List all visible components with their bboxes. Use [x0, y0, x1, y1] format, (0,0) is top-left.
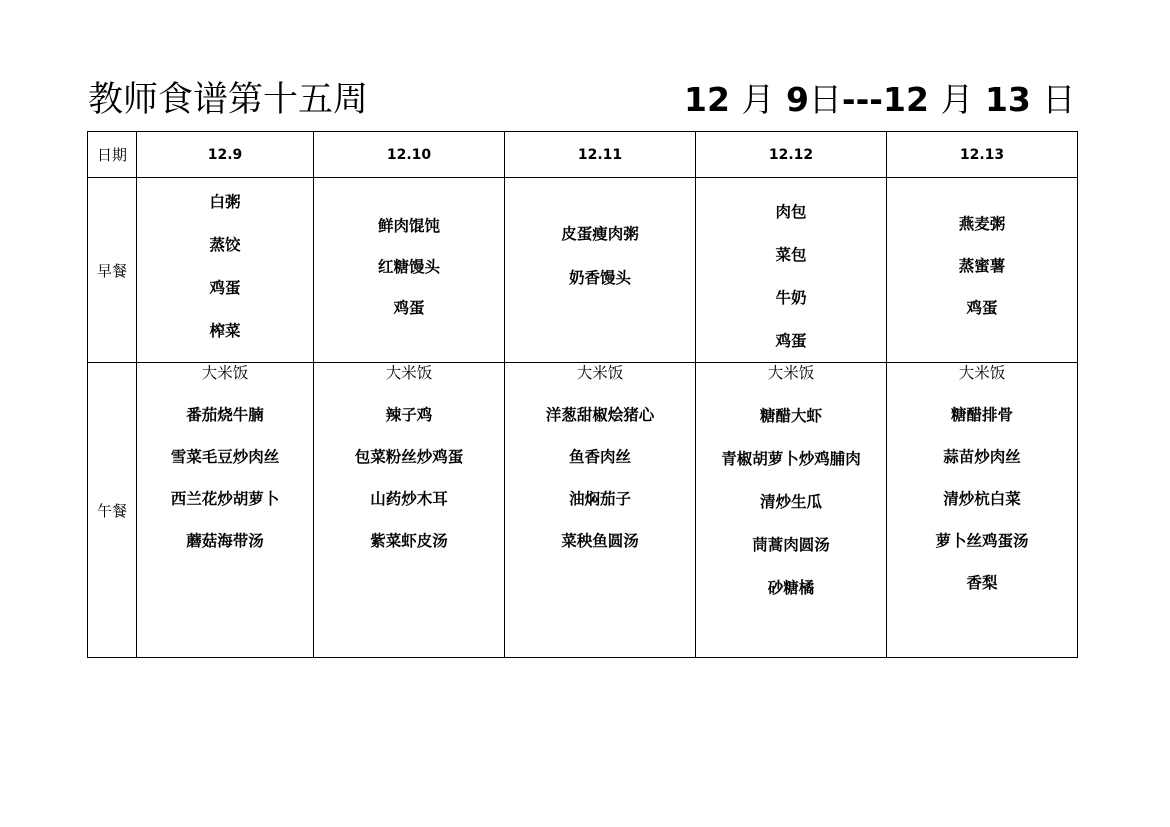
lunch-items: [696, 363, 886, 598]
lunch-item: 大米饭: [201, 364, 249, 382]
lunch-item: 包菜粉丝炒鸡蛋: [354, 448, 464, 466]
breakfast-item: 红糖馒头: [377, 258, 440, 276]
corner-label: 日期: [88, 132, 137, 178]
lunch-item: 清炒生瓜: [759, 493, 822, 511]
end-day: 13: [984, 80, 1031, 119]
date-header: 12.10: [314, 132, 505, 178]
breakfast-item: 蒸蜜薯: [958, 257, 1006, 275]
lunch-item: 大米饭: [958, 364, 1006, 382]
date-header: 12.11: [505, 132, 696, 178]
lunch-item: 大米饭: [767, 364, 815, 382]
breakfast-item: 蒸饺: [209, 236, 241, 254]
lunch-cell: [696, 363, 887, 658]
lunch-item: 辣子鸡: [385, 406, 433, 424]
lunch-item: 大米饭: [576, 364, 624, 382]
lunch-item: 油焖茄子: [568, 490, 631, 508]
breakfast-item: 鸡蛋: [209, 279, 241, 297]
breakfast-item: 肉包: [775, 203, 807, 221]
breakfast-cell: [314, 178, 505, 363]
lunch-cell: [314, 363, 505, 658]
row-label-breakfast: 早餐: [88, 178, 137, 363]
breakfast-item: 鸡蛋: [966, 299, 998, 317]
day-word-end: 日: [1042, 80, 1076, 119]
lunch-items: [887, 363, 1077, 593]
lunch-item: 糖醋排骨: [950, 406, 1013, 424]
menu-table: [87, 131, 1078, 658]
day-word: 日: [808, 80, 842, 119]
date-header: 12.12: [696, 132, 887, 178]
lunch-item: 砂糖橘: [767, 579, 815, 597]
date-header: 12.13: [887, 132, 1078, 178]
lunch-item: 茼蒿肉圆汤: [752, 536, 830, 554]
breakfast-cell: [137, 178, 314, 363]
date-range: [684, 76, 1075, 124]
breakfast-cell: [887, 178, 1078, 363]
breakfast-item: 鸡蛋: [393, 299, 425, 317]
lunch-items: [314, 363, 504, 551]
lunch-item: 青椒胡萝卜炒鸡脯肉: [721, 450, 861, 468]
page-title: 教师食谱第十五周: [88, 80, 369, 120]
lunch-cell: [887, 363, 1078, 658]
breakfast-item: 白粥: [209, 193, 241, 211]
lunch-item: 香梨: [966, 574, 998, 592]
breakfast-items: [505, 178, 695, 288]
end-month: 12: [883, 80, 929, 119]
breakfast-item: 榨菜: [209, 322, 241, 340]
breakfast-items: [887, 178, 1077, 318]
lunch-item: 糖醋大虾: [759, 407, 822, 425]
breakfast-item: 鸡蛋: [775, 332, 807, 350]
lunch-item: 蒜苗炒肉丝: [943, 448, 1021, 466]
lunch-item: 番茄烧牛腩: [186, 406, 264, 424]
breakfast-item: 牛奶: [775, 289, 807, 307]
month-word-end: 月: [940, 80, 974, 119]
lunch-item: 西兰花炒胡萝卜: [170, 490, 280, 508]
date-separator: ---: [841, 80, 883, 119]
breakfast-row: [88, 178, 1078, 363]
breakfast-item: 奶香馒头: [568, 269, 631, 287]
lunch-cell: [137, 363, 314, 658]
lunch-item: 清炒杭白菜: [943, 490, 1021, 508]
breakfast-items: [314, 178, 504, 318]
row-label-lunch: 午餐: [88, 363, 137, 658]
lunch-items: [137, 363, 313, 551]
breakfast-item: 菜包: [775, 246, 807, 264]
start-month: 12: [684, 80, 730, 119]
lunch-item: 鱼香肉丝: [568, 448, 631, 466]
lunch-item: 萝卜丝鸡蛋汤: [935, 532, 1029, 550]
lunch-item: 山药炒木耳: [370, 490, 448, 508]
lunch-cell: [505, 363, 696, 658]
lunch-item: 紫菜虾皮汤: [370, 532, 448, 550]
month-word: 月: [741, 80, 775, 119]
lunch-item: 洋葱甜椒烩猪心: [545, 406, 655, 424]
start-day: 9: [785, 80, 809, 119]
breakfast-item: 皮蛋瘦肉粥: [561, 225, 639, 243]
date-header: 12.9: [137, 132, 314, 178]
breakfast-item: 鲜肉馄饨: [377, 217, 440, 235]
lunch-row: [88, 363, 1078, 658]
breakfast-item: 燕麦粥: [958, 215, 1006, 233]
lunch-item: 菜秧鱼圆汤: [561, 532, 639, 550]
breakfast-items: [137, 178, 313, 341]
lunch-item: 蘑菇海带汤: [186, 532, 264, 550]
lunch-item: 雪菜毛豆炒肉丝: [170, 448, 280, 466]
breakfast-cell: [696, 178, 887, 363]
lunch-items: [505, 363, 695, 551]
table-header-row: [88, 132, 1078, 178]
breakfast-cell: [505, 178, 696, 363]
breakfast-items: [696, 178, 886, 351]
lunch-item: 大米饭: [385, 364, 433, 382]
